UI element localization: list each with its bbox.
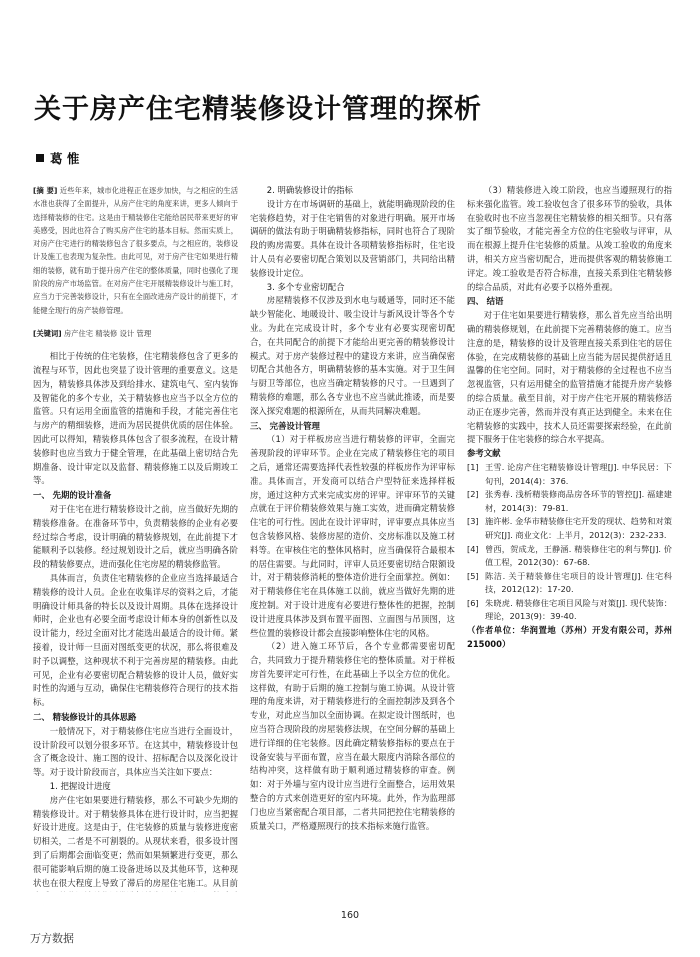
- intro-paragraph: 相比于传统的住宅装修，住宅精装修包含了更多的流程与环节，因此也突显了设计管理的重要意义。这是因为，精装修具体涉及到给排水、建筑电气、室内装饰及智能化的多个专业，关于精装修也应当予以全方位的监管。只有运用全面监管的措施和手段，才能完善住宅与房产的精细装修，进而为居民提供优质的居住体验。因此可以得知，精装修具体包含了很多流程，在设计精装修时也应当致力于健全管理，在此基础上密切结合先期准备、设计审定以及监督、精装修施工以及后期竣工等。: [33, 351, 238, 486]
- reference-number: [3]: [467, 516, 479, 527]
- reference-item: [467, 570, 672, 597]
- body-paragraph: 对于住宅在进行精装修设计之前，应当做好先期的精装修准备。在准备环节中，负责精装修的企业有必要经过综合考虑，设计明确的精装修规划，在此前提下才能顺利予以装修。经过规划设计之后，就应当明确各阶段的精装修要点，进而强化住宅房屋的精装修监管。: [33, 504, 238, 570]
- subheading-2: 2. 明确装修设计的指标: [266, 185, 353, 195]
- reference-item: [467, 515, 672, 542]
- body-paragraph: 对于住宅如果要进行精装修，那么首先应当给出明确的精装修规划，在此前提下完善精装修的施工。应当注意的是，精装修的设计及管理直接关系到住宅的居住体验，在完成精装修的基础上应当能为居民提供舒适且温馨的住宅空间。同时，对于精装修的全过程也不应当忽视监管，只有运用健全的监管措施才能提升房产装修的综合质量。截至目前，对于房产住宅开展的精装修活动正在逐步完善，然而并没有真正达到健全。未来在住宅精装修的实践中，技术人员还需要探索经验，在此前提下服务于住宅装修的综合水平提高。: [467, 310, 672, 445]
- section-heading-2: 二、 精装修设计的具体思路: [33, 711, 137, 722]
- section-heading-3: 三、 完善设计管理: [250, 420, 320, 431]
- body-paragraph: （2）进入施工环节后，各个专业都需要密切配合，共同致力于提升精装修住宅的整体质量。对于样板房首先要评定可行性，在此基础上予以全方位的优化。这样做，有助于后期的施工控制与施工协调。从设计管理的角度来讲，对于精装修进行的全面控制涉及到各个专业，对此应当加以全面协调。在拟定设计图纸时，也应当符合现阶段的房屋装修法规，在空间分解的基础上进行详细的住宅装修。因此确定精装修指标的要点在于设备安装与平面布置，应当在最大限度内消除各部位的结构冲突，这样做有助于顺利通过精装修的审查。例如：对于外墙与室内设计应当进行全面整合，运用效果整合的方式来创造更好的室内环境。此外，作为监理部门也应当紧密配合项目部，二者共同把控住宅精装修的质量关口，严格遵照现行的技术指标来施行监管。: [250, 641, 455, 831]
- references-title: 参考文献: [467, 448, 501, 459]
- section-heading-1: 一、 先期的设计准备: [33, 490, 112, 501]
- body-paragraph: 房屋精装修不仅涉及到水电与暖通等，同时还不能缺少智能化、地暖设计、吸尘设计与新风设计等各个专业。为此在完成设计时，多个专业有必要实现密切配合，在共同配合的前提下才能给出更完善的精装修设计模式。对于房产装修过程中的建设方来讲，应当确保密切配合其他各方，明确精装修的基本实施。对于卫生间与厨卫等部位，也应当确定精装修的尺寸。一旦遇到了精装修的难题，那么各专业也不应当就此推诿，而是要深入探究难题的根源所在，从而共同解决难题。: [250, 295, 455, 416]
- text-column-3: [467, 184, 672, 892]
- body-paragraph: 设计方在市场调研的基础上，就能明确现阶段的住宅装修趋势，对于住宅销售的对象进行明确。展开市场调研的做法有助于明确精装修指标，同时也符合了现阶段的购房需要。具体在设计各项精装修指标时，住宅设计人员有必要密切配合策划以及营销部门，共同给出精装修设计定位。: [250, 198, 455, 278]
- author-line: [36, 149, 79, 167]
- reference-text: 曾西，贺成龙，王静涵. 精装修住宅的利与弊[J]. 价值工程，2012(30)：67-68.: [485, 543, 672, 568]
- page-number: 160: [340, 910, 360, 921]
- abstract-text: 近些年来，城市化进程正在逐步加快，与之相应的生活水准也获得了全面提升，从房产住宅的角度来讲，更多人倾向于选择精装修的住宅。这是由于精装修住宅能给居民带来更好的审美感受，因此也符合了购买房产住宅的基本目标。然而实质上，对房产住宅进行的精装修包含了很多要点，与之相应的，装修设计及施工也表现为复杂性。由此可见，对于房产住宅如果进行精细的装修，就有助于提升房产住宅的整体质量，同时也强化了现阶段的房产市场监管。在对房产住宅开展精装修设计与施工时，应当力于完善装修设计，只有在全面改进房产设计的前提下，才能健全现行的房产装修管理。: [33, 186, 238, 315]
- reference-text: 陈洁. 关于精装修住宅项目的设计管理[J]. 住宅科技，2012(12)：17-20.: [485, 570, 672, 595]
- reference-text: 王雪. 论房产住宅精装修设计管理[J]. 中华民居：下旬刊，2014(4)：376.: [485, 461, 672, 486]
- reference-item: [467, 543, 672, 570]
- body-paragraph: 具体而言，负责住宅精装修的企业应当选择最适合精装修的设计人员。企业在收集详尽的资料之后，才能明确设计师具备的特长以及设计周期。具体在选择设计师时，企业也有必要全面考虑设计师本身的创新性以及设计能力，经过全面对比才能选出最适合的设计师。紧接着，设计师一旦面对图纸变更的状况，那么将很难及时予以调整，这种现状不利于完善房屋的精装修。由此可见，企业有必要密切配合精装修的设计人员，做好实时性的沟通与互动，确保住宅精装修符合现行的技术指标。: [33, 573, 238, 708]
- text-column-1: [33, 184, 238, 892]
- reference-item: [467, 461, 672, 488]
- section-heading-4: 四、 结语: [467, 296, 504, 307]
- keywords-text: 房产住宅 精装修 设计 管理: [63, 328, 152, 338]
- author-name: 葛 惟: [50, 151, 80, 166]
- body-paragraph: 房产住宅如果要进行精装修，那么不可缺少先期的精装修设计。对于精装修具体在进行设计时，应当把握好设计进度。这是由于，住宅装修的质量与装修进度密切相关，二者是不可割裂的。从现状来看，很多设计图到了后期都会面临变更；然而如果频繁进行变更，那么很可能影响后期的施工设备进场以及其他环节，这种现状也在很大程度上导致了滞后的房屋住宅施工。从目前: [33, 794, 238, 888]
- reference-text: 张秀春. 浅析精装修商品房各环节的管控[J]. 福建建材，2014(3)：79-81.: [485, 489, 672, 513]
- database-watermark: 万方数据: [30, 932, 74, 945]
- body-paragraph: （3）精装修进入竣工阶段，也应当遵照现行的指标来强化监管。竣工验收包含了很多环节的验收，具体在验收时也不应当忽视住宅精装修的相关细节。只有落实了细节验收，才能完善全方位的住宅验收与评审，从而在根源上提升住宅装修的质量。从竣工验收的角度来讲，相关方应当密切配合，进而提供客观的精装修施工评定。竣工验收是否符合标准，直接关系到住宅精装修的综合品质，对此有必要予以格外重视。: [467, 185, 672, 292]
- reference-item: [467, 488, 672, 515]
- abstract: [33, 184, 238, 317]
- abstract-label: [摘 要]: [33, 186, 58, 195]
- reference-item: [467, 597, 672, 624]
- reference-text: 朱晓虎. 精装修住宅项目风险与对策[J]. 现代装饰：理论，2013(9)：39-40.: [485, 597, 672, 622]
- subheading-1: 1. 把握设计进度: [49, 780, 111, 791]
- author-affiliation: （作者单位：华润置地（苏州）开发有限公司，苏州 215000）: [467, 625, 672, 649]
- square-bullet-icon: [36, 154, 44, 162]
- subheading-3: 3. 多个专业密切配合: [266, 281, 345, 292]
- reference-text: 施许彬. 金华市精装修住宅开发的现状、趋势和对策研究[J]. 商业文化：上半月，2012(3)：232-233.: [485, 516, 672, 540]
- article-title: 关于房产住宅精装修设计管理的探析: [34, 94, 482, 125]
- keywords: [33, 327, 238, 340]
- reference-number: [4]: [467, 543, 479, 554]
- reference-number: [2]: [467, 489, 479, 500]
- keywords-label: [关键词]: [33, 328, 62, 338]
- reference-number: [6]: [467, 597, 479, 608]
- body-paragraph: 一般情况下，对于精装修住宅应当进行全面设计，设计阶段可以划分很多环节。在这其中，精装修设计包含了概念设计、施工图的设计、招标配合以及深化设计等。对于设计阶段而言，具体应当关注如下要点：: [33, 725, 238, 778]
- reference-number: [5]: [467, 570, 479, 581]
- text-column-2: [250, 184, 455, 892]
- reference-number: [1]: [467, 461, 479, 472]
- body-paragraph: （1）对于样板房应当进行精装修的评审，全面完善现阶段的评审环节。企业在完成了精装修住宅的项目之后，通常还需要选择代表性较强的样板房作为评审标准。具体而言，开发商可以结合户型特征来选择样板房，通过这种方式来完成实房的评审。评审环节的关键点就在于评价精装修效果与施工实效，进而确定精装修住宅的可行性。因此在设计评审时，评审要点具体应当包含装修风格、装修房屋的造价、交房标准以及施工材料等。在审核住宅的整体风格时，应当确保符合最根本的居住需要。与此同时，评审人员还要密切结合限额设计，对于精装修消耗的整体造价进行全面掌控。例如：对于精装修住宅在具体施工以前，就应当做好先期的进度控制。对于设计进度有必要进行整体性的把握，控制设计进度具体涉及到布置平面图、立面图与吊顶图，这些位置的装修设计都会直接影响整体住宅的风格。: [250, 434, 455, 638]
